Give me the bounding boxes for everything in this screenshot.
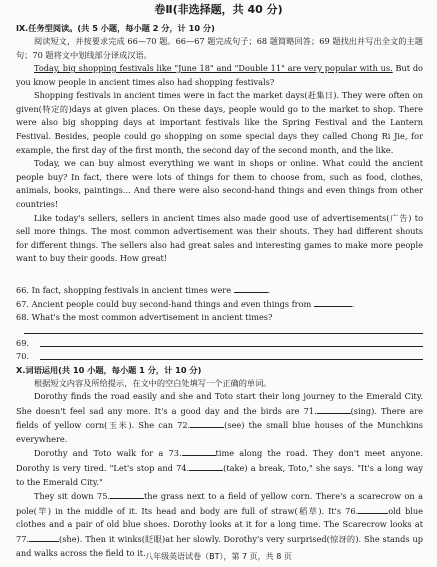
question-67-text: 67. Ancient people could buy second-hand things and even things from [16, 299, 312, 309]
answer-blank-67[interactable] [314, 297, 352, 307]
answer-blank-72[interactable] [190, 418, 224, 428]
answer-blank-71[interactable] [317, 404, 351, 414]
paper-title: 卷Ⅱ(非选择题，共 40 分) [154, 3, 283, 16]
question-67: 67. Ancient people could buy second-hand things and even things from . [16, 299, 355, 309]
cloze-paragraph-3: They sit down 75. the grass next to a field of yellow corn. There's a scarecrow on a pole(竿) in the middle of it. Its head and body are full of straw(稻草). It's 76. old blue clothes and a pair of old blue shoes. Dorothy looks at it for a long time. The Scarecrow looks at 77. (she). Then it winks(眨眼)at her slowly. Dorothy's very surprised(惊讶的). She stands up and walks across the field to it. [16, 491, 423, 558]
question-66-text: 66. In fact, shopping festivals in ancient times were [16, 285, 232, 295]
cloze-paragraph-1: Dorothy finds the road easily and she and Toto start their long journey to the Emerald City. She doesn't feel sad any more. It's a good day and the birds are 71. (sing). There are fields of yellow corn(玉米). She can 72. (see) the small blue houses of the Munchkins everywhere. [16, 391, 423, 444]
question-66: 66. In fact, shopping festivals in ancient times were . [16, 285, 271, 295]
answer-line-70[interactable] [16, 350, 423, 362]
instruction-text: 阅读短文，并按要求完成 66—70 题。66—67 题完成句子；68 题简略回答；69 题找出并写出全文的主题句；70 题将文中划线部分译成汉语。 [16, 36, 423, 60]
section-10-heading: Ⅹ.词语运用(共 10 小题，每小题 1 分，计 10 分) [16, 365, 202, 375]
reading-passage [16, 62, 423, 266]
paragraph-4: Like today's sellers, sellers in ancient times also made good use of advertisements(广告) to sell more things. The most common advertisement was their shouts. They had different shouts for different things. The sellers also had great sales and interesting games to make more people want to buy their goods. How great! [16, 212, 423, 264]
answer-blank-75[interactable] [110, 489, 144, 499]
section-10-instruction [16, 377, 423, 391]
answer-blank-77[interactable] [29, 532, 59, 542]
cloze-paragraph-2: Dorothy and Toto walk for a 73. time along the road. They don't meet anyone. Dorothy is very tired. "Let's stop and 74. (take) a break, Toto," she says. "It's a long way to the Emerald City." [16, 448, 423, 487]
question-69-number: 69. [16, 338, 30, 348]
answer-blank-74[interactable] [189, 461, 223, 471]
question-70-number: 70. [16, 351, 30, 361]
paragraph-3: Today, we can buy almost everything we want in shops or online. What could the ancient people buy? In fact, there were lots of things for them to choose from, such as food, clothes, animals, books, paintings... And there were also second-hand things and even things from other countries! [16, 158, 423, 209]
page-footer: 八年级英语试卷（BT），第 7 页，共 8 页 [145, 552, 292, 561]
paragraph-2: Shopping festivals in ancient times were in fact the market days(赶集日). They were often on given(特定的)days at given places. On these days, people would go to the market to shop. There were also big shopping days at important festivals like the Spring Festival and the Lantern Festival. Besides, people could go shopping on some special days they called Chong Ri Jie, for example, the first day of the first month, the second day of the second month, and the like. [16, 90, 423, 155]
question-68-text: 68. What's the most common advertisement in ancient times? [16, 312, 273, 322]
question-68 [16, 311, 423, 325]
paragraph-1-rest: But do you know people in ancient times also had shopping festivals? [16, 63, 423, 87]
paragraph-1 [16, 62, 423, 89]
answer-blank-73[interactable] [182, 446, 216, 456]
section-9-instruction [16, 35, 423, 62]
underlined-sentence: Today, big shopping festivals like "June 18" and "Double 11" are very popular with us. [34, 63, 393, 73]
cloze-passage [16, 390, 423, 560]
answer-blank-66[interactable] [234, 283, 268, 293]
answer-blank-76[interactable] [358, 504, 388, 514]
answer-line-69[interactable] [16, 337, 423, 349]
instruction-text-10: 根据短文内容及所给提示，在文中的空白处填写一个正确的单词。 [34, 378, 272, 388]
answer-line-68[interactable] [16, 324, 423, 336]
section-9-heading: Ⅸ.任务型阅读。(共 5 小题，每小题 2 分，计 10 分) [16, 23, 215, 33]
